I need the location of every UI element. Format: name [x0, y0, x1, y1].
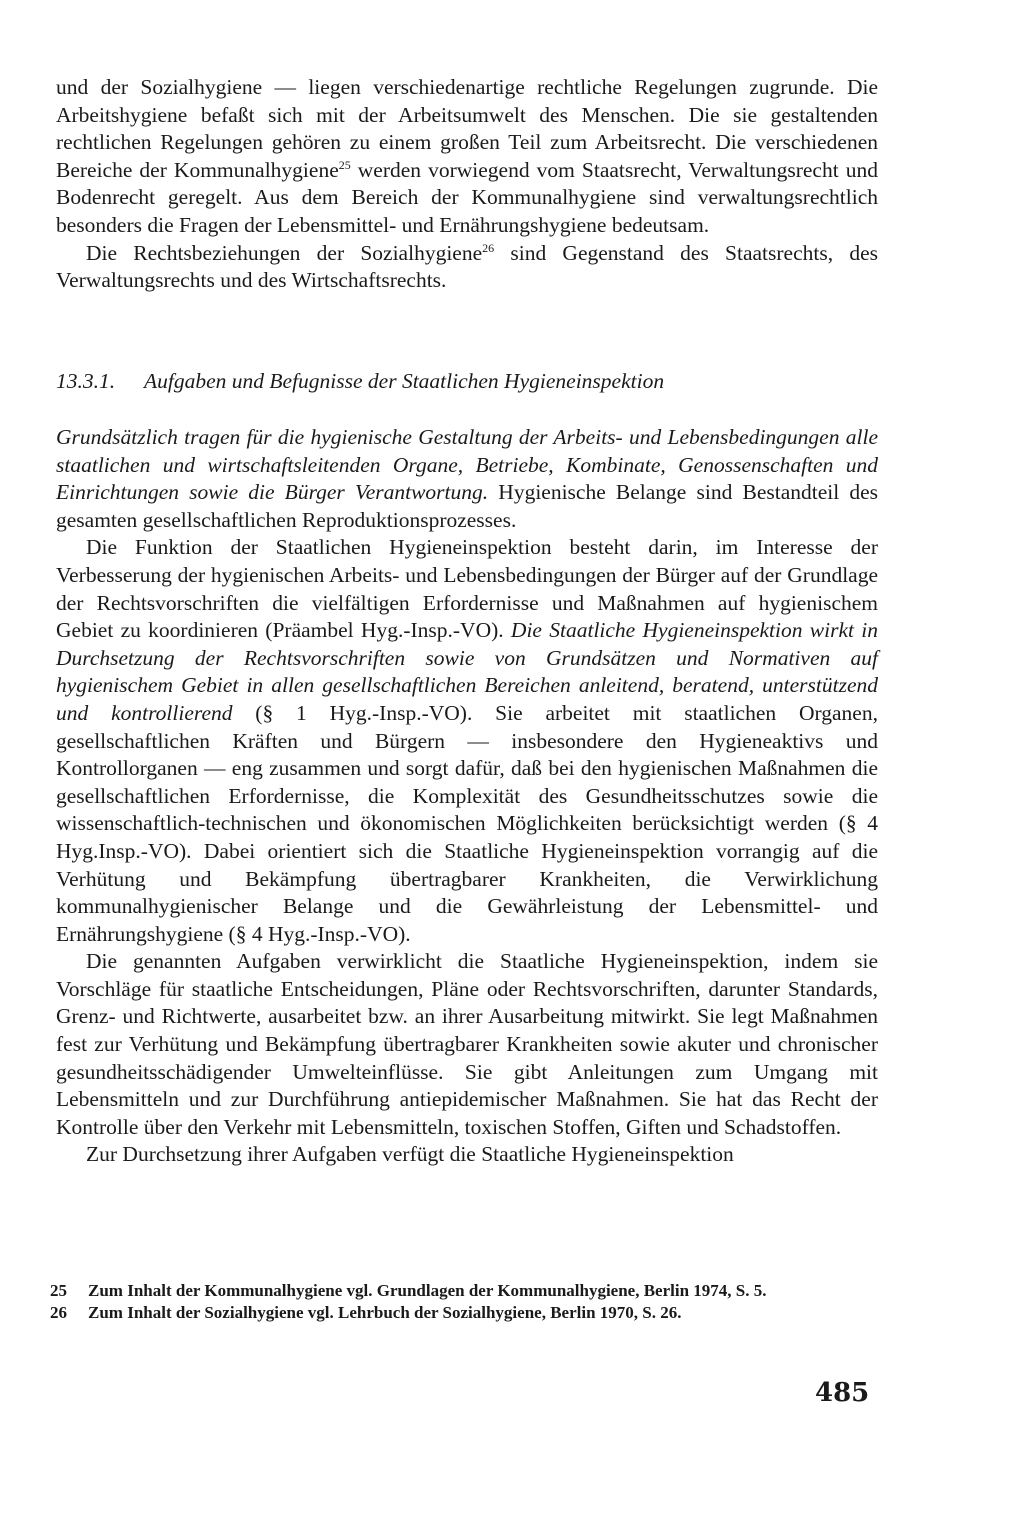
- section-p1-italic: Grundsätzlich tragen für die hygienische Gestaltung der Arbeits- und Lebensbedingungen alle staatlichen und wirtschaftsleitenden Organe, Betriebe, Kombinate, Genossenschaften und Einrichtungen sowie die Bürger Verantwortung.: [56, 425, 878, 505]
- section-p1-text: Hygienische Belange sind Bestandteil des gesamten gesellschaftlichen Reproduktionsprozesses.: [56, 480, 879, 532]
- section-paragraph-1: [56, 424, 878, 534]
- footnote-ref-26: 26: [482, 240, 495, 255]
- footnote-text: Zum Inhalt der Sozialhygiene vgl. Lehrbuch der Sozialhygiene, Berlin 1970, S. 26.: [88, 1303, 682, 1322]
- section-p2-italic: Die Staatliche Hygieneinspektion wirkt in Durchsetzung der Rechtsvorschriften sowie von Grundsätzen und Normativen auf hygienischem Gebiet in allen gesellschaftlichen Bereichen anleitend, beratend, unterstützend und kontrollierend: [56, 618, 878, 725]
- footnote-ref-25: 25: [338, 157, 351, 172]
- footnote-number: 26: [50, 1303, 67, 1322]
- intro-p1-text-b: werden vorwiegend vom Staatsrecht, Verwaltungsrecht und Bodenrecht geregelt. Aus dem Bereich der Kommunalhygiene sind verwaltungsrechtlich besonders die Fragen der Lebensmittel- und Ernährungshygiene bedeutsam.: [56, 157, 878, 237]
- section-p2-text-a: Die Funktion der Staatlichen Hygieneinspektion besteht darin, im Interesse der Verbesserung der hygienischen Arbeits- und Lebensbedingungen der Bürger auf der Grundlage der Rechtsvorschriften die vielfältigen Erfordernisse und Maßnahmen auf hygienischem Gebiet zu koordinieren (Präambel Hyg.-Insp.-VO).: [56, 535, 878, 643]
- section-number: 13.3.1.: [56, 369, 116, 393]
- footnote-26: [50, 1302, 878, 1324]
- footnotes: [50, 1280, 878, 1324]
- footnote-number: 25: [50, 1281, 67, 1300]
- page-number: 485: [815, 1378, 870, 1408]
- intro-paragraph-2: [56, 240, 878, 295]
- intro-paragraph-1: [56, 74, 878, 240]
- section-paragraph-4: Zur Durchsetzung ihrer Aufgaben verfügt die Staatliche Hygieneinspektion: [86, 1142, 734, 1167]
- section-paragraph-3: Die genannten Aufgaben verwirklicht die Staatliche Hygieneinspektion, indem sie Vorschläge für staatliche Entscheidungen, Pläne oder Rechtsvorschriften, darunter Standards, Grenz- und Richtwerte, ausarbeitet bzw. an ihrer Ausarbeitung mitwirkt. Sie legt Maßnahmen fest zur Verhütung und Bekämpfung übertragbarer Krankheiten sowie akuter und chronischer gesundheitsschädigender Umwelteinflüsse. Sie gibt Anleitungen zum Umgang mit Lebensmitteln und zur Durchführung antiepidemischer Maßnahmen. Sie hat das Recht der Kontrolle über den Verkehr mit Lebensmitteln, toxischen Stoffen, Giften und Schadstoffen.: [56, 949, 878, 1139]
- intro-text: [56, 74, 878, 295]
- footnote-25: [50, 1280, 878, 1302]
- footnote-text: Zum Inhalt der Kommunalhygiene vgl. Grundlagen der Kommunalhygiene, Berlin 1974, S. 5.: [88, 1281, 767, 1300]
- section-paragraph-2: [56, 534, 878, 948]
- section-p2-text-b: (§ 1 Hyg.-Insp.-VO). Sie arbeitet mit staatlichen Organen, gesellschaftlichen Kräften und Bürgern — insbesondere den Hygieneaktivs und Kontrollorganen — eng zusammen und sorgt dafür, daß bei den hygienischen Maßnahmen die gesellschaftlichen Erfordernisse, die Komplexität des Gesundheitsschutzes sowie die wissenschaftlich-technischen und ökonomischen Möglichkeiten berücksichtigt werden (§ 4 Hyg.Insp.-VO). Dabei orientiert sich die Staatliche Hygieneinspektion vorrangig auf die Verhütung und Bekämpfung übertragbarer Krankheiten, die Verwirklichung kommunalhygienischer Belange und die Gewährleistung der Lebensmittel- und Ernährungshygiene (§ 4 Hyg.-Insp.-VO).: [56, 700, 878, 946]
- intro-p2-text-a: Die Rechtsbeziehungen der Sozialhygiene: [86, 240, 483, 265]
- intro-p2-text-b: sind Gegenstand des Staatsrechts, des Verwaltungsrechts und des Wirtschaftsrechts.: [56, 240, 878, 293]
- intro-p1-text-a: und der Sozialhygiene — liegen verschiedenartige rechtliche Regelungen zugrunde. Die Arbeitshygiene befaßt sich mit der Arbeitsumwelt des Menschen. Die sie gestaltenden rechtlichen Regelungen gehören zu einem großen Teil zum Arbeitsrecht. Die verschiedenen Bereiche der Kommunalhygiene: [56, 75, 878, 182]
- section-body: [56, 424, 878, 1169]
- section-title: Aufgaben und Befugnisse der Staatlichen Hygieneinspektion: [144, 369, 665, 393]
- section-heading: [56, 367, 878, 395]
